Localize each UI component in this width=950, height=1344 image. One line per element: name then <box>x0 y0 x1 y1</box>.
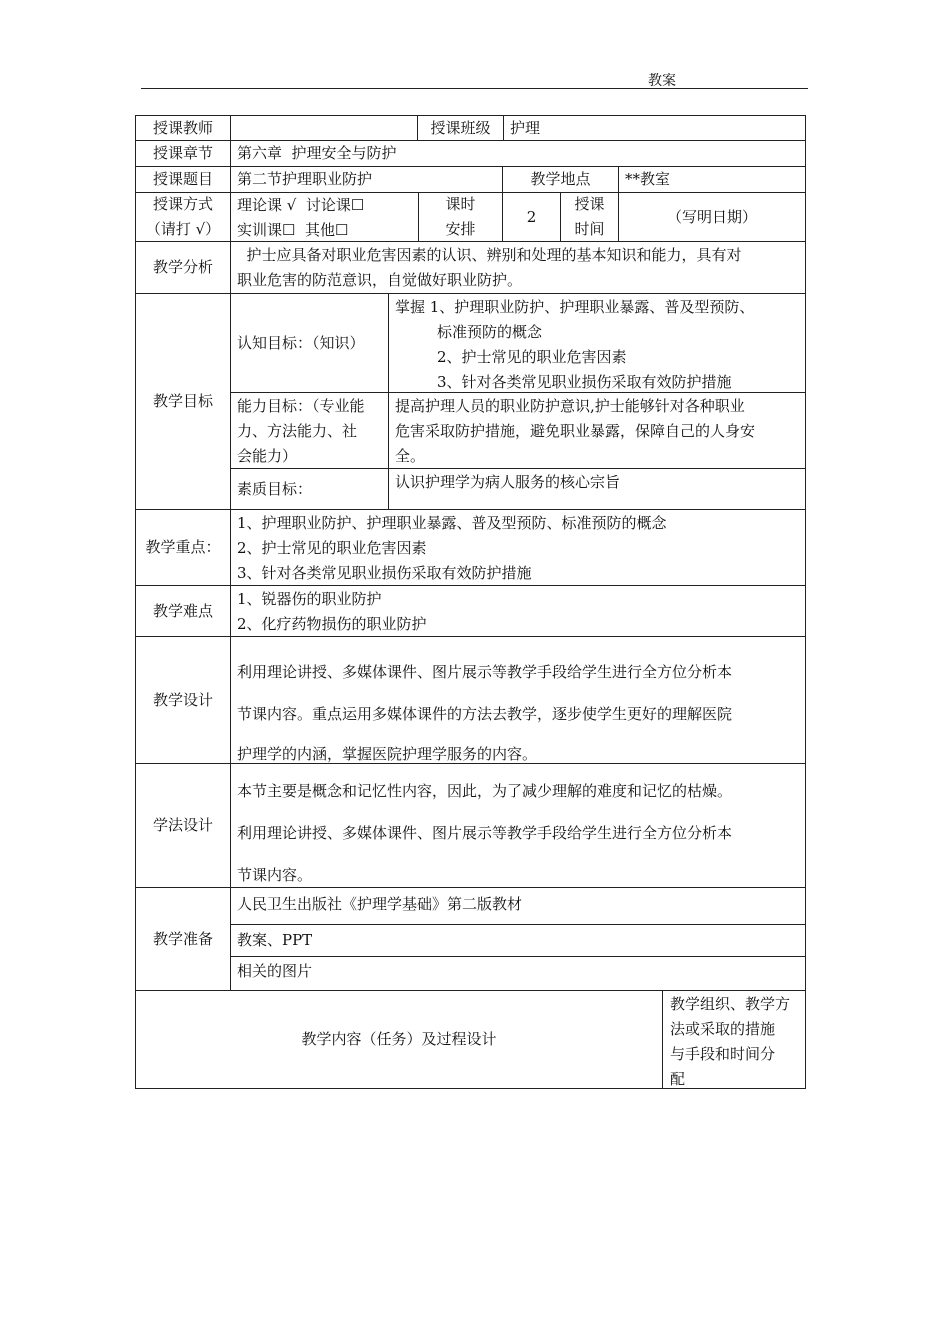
time-label-line1: 授课 <box>574 195 605 213</box>
key-points-text <box>230 509 806 586</box>
process-side-line2: 法或采取的措施 <box>670 1020 776 1038</box>
method-options-line2: 实训课☐ 其他☐ <box>237 221 349 239</box>
hours-label-line1: 课时 <box>445 195 476 213</box>
key-points-line1: 1、护理职业防护、护理职业暴露、普及型预防、标准预防的概念 <box>237 514 667 532</box>
time-label <box>560 192 619 242</box>
key-points-line2: 2、护士常见的职业危害因素 <box>237 539 427 557</box>
topic-label: 授课题目 <box>135 166 231 193</box>
ability-label <box>230 392 389 469</box>
hours-label-line2: 安排 <box>445 220 476 238</box>
preparation-item2: 教案、PPT <box>230 924 806 957</box>
ability-text <box>388 392 806 469</box>
time-value: （写明日期） <box>618 192 806 242</box>
analysis-line1: 护士应具备对职业危害因素的认识、辨别和处理的基本知识和能力，具有对 <box>237 246 742 264</box>
class-label: 授课班级 <box>417 115 504 141</box>
hours-label <box>418 192 503 242</box>
method-options-line1: 理论课 √ 讨论课☐ <box>237 196 365 214</box>
cognitive-text <box>388 293 806 393</box>
learning-text <box>230 763 806 888</box>
quality-text <box>388 468 806 510</box>
design-line3: 护理学的内涵，掌握医院护理学服务的内容。 <box>237 745 538 763</box>
difficulties-text <box>230 585 806 637</box>
learning-line3: 节课内容。 <box>237 866 313 884</box>
ability-label-line3: 会能力） <box>237 447 298 465</box>
difficulties-line1: 1、锐器伤的职业防护 <box>237 590 382 608</box>
quality-line: 认识护理学为病人服务的核心宗旨 <box>395 473 621 491</box>
learning-label: 学法设计 <box>135 763 231 888</box>
design-line1: 利用理论讲授、多媒体课件、图片展示等教学手段给学生进行全方位分析本 <box>237 663 733 681</box>
teacher-value <box>230 115 418 141</box>
class-value: 护理 <box>503 115 806 141</box>
ability-line1: 提高护理人员的职业防护意识,护士能够针对各种职业 <box>395 397 745 415</box>
difficulties-label: 教学难点 <box>135 585 231 637</box>
objectives-label: 教学目标 <box>135 293 231 510</box>
quality-label: 素质目标： <box>230 468 389 510</box>
design-text <box>230 636 806 764</box>
cognitive-label: 认知目标：（知识） <box>230 293 389 393</box>
cognitive-line1: 掌握 1、护理职业防护、护理职业暴露、普及型预防、 <box>395 298 755 316</box>
analysis-label: 教学分析 <box>135 241 231 294</box>
ability-line2: 危害采取防护措施，避免职业暴露，保障自己的人身安 <box>395 422 756 440</box>
hours-value: 2 <box>502 192 561 242</box>
ability-label-line1: 能力目标：（专业能 <box>237 397 365 415</box>
teacher-label: 授课教师 <box>135 115 231 141</box>
place-label: 教学地点 <box>502 166 619 193</box>
header-rule <box>141 88 808 89</box>
topic-value: 第二节护理职业防护 <box>230 166 503 193</box>
process-side-line1: 教学组织、教学方 <box>670 995 791 1013</box>
design-line2: 节课内容。重点运用多媒体课件的方法去教学，逐步使学生更好的理解医院 <box>237 705 733 723</box>
chapter-value: 第六章 护理安全与防护 <box>230 140 806 167</box>
learning-line1: 本节主要是概念和记忆性内容，因此，为了减少理解的难度和记忆的枯燥。 <box>237 782 733 800</box>
design-label: 教学设计 <box>135 636 231 764</box>
ability-line3: 全。 <box>395 447 426 465</box>
method-label-line2: （请打 √） <box>145 220 221 238</box>
difficulties-line2: 2、化疗药物损伤的职业防护 <box>237 615 427 633</box>
chapter-label: 授课章节 <box>135 140 231 167</box>
process-side-label <box>662 990 806 1089</box>
process-content-label: 教学内容（任务）及过程设计 <box>135 990 663 1089</box>
learning-line2: 利用理论讲授、多媒体课件、图片展示等教学手段给学生进行全方位分析本 <box>237 824 733 842</box>
method-label-line1: 授课方式 <box>152 195 213 213</box>
method-options <box>230 192 419 242</box>
analysis-line2: 职业危害的防范意识，自觉做好职业防护。 <box>237 271 523 289</box>
analysis-text <box>230 241 806 294</box>
cognitive-line3: 2、护士常见的职业危害因素 <box>437 348 627 366</box>
cognitive-line4: 3、针对各类常见职业损伤采取有效防护措施 <box>437 373 732 391</box>
preparation-item3: 相关的图片 <box>230 956 806 991</box>
key-points-label: 教学重点： <box>135 509 231 586</box>
preparation-label: 教学准备 <box>135 887 231 991</box>
time-label-line2: 时间 <box>574 220 605 238</box>
header-label: 教案 <box>648 73 676 89</box>
process-side-line4: 配 <box>670 1070 686 1088</box>
cognitive-line2: 标准预防的概念 <box>437 323 543 341</box>
process-side-line3: 与手段和时间分 <box>670 1045 776 1063</box>
preparation-item1: 人民卫生出版社《护理学基础》第二版教材 <box>230 887 806 925</box>
place-value: **教室 <box>618 166 806 193</box>
method-label <box>135 192 231 242</box>
ability-label-line2: 力、方法能力、社 <box>237 422 358 440</box>
key-points-line3: 3、针对各类常见职业损伤采取有效防护措施 <box>237 564 532 582</box>
